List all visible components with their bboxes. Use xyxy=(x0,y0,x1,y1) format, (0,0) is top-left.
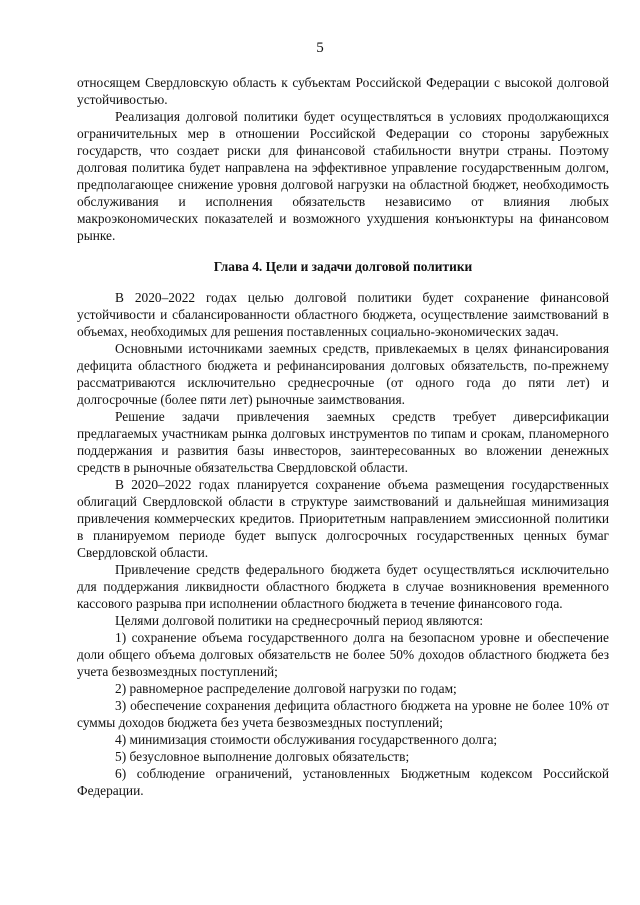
goal-list-item: 6) соблюдение ограничений, установленных Бюджетным кодексом Российской Федерации. xyxy=(77,766,609,798)
chapter-paragraph: Основными источниками заемных средств, привлекаемых в целях финансирования дефицита областного бюджета и рефинансирования долговых обязательств, по-прежнему рассматриваются исключительно среднесрочные (от одного года до пяти лет) и долгосрочные (более пяти лет) рыночные заимствования. xyxy=(77,341,609,407)
chapter-paragraph: Целями долговой политики на среднесрочный период являются: xyxy=(115,613,484,628)
goal-list-item: 1) сохранение объема государственного долга на безопасном уровне и обеспечение доли общего объема долговых обязательств не более 50% доходов областного бюджета без учета безвозмездных поступлений; xyxy=(77,630,609,679)
page-number: 5 xyxy=(316,40,324,56)
intro-paragraph: относящем Свердловскую область к субъектам Российской Федерации с высокой долговой устойчивостью. xyxy=(77,75,609,107)
chapter-paragraph: Решение задачи привлечения заемных средств требует диверсификации предлагаемых участникам рынка долговых инструментов по типам и срокам, планомерного поддержания и развития базы инвесторов, заинтересованных во вложении денежных средств в рыночные обязательства Свердловской области. xyxy=(77,409,609,475)
goal-list-item: 4) минимизация стоимости обслуживания государственного долга; xyxy=(115,732,498,747)
document-body xyxy=(77,74,609,799)
chapter-paragraph: В 2020–2022 годах планируется сохранение объема размещения государственных облигаций Свердловской области в структуре заимствований и дальнейшая минимизация привлечения коммерческих кредитов. Приоритетным направлением эмиссионной политики в планируемом периоде будет выпуск долгосрочных государственных ценных бумаг Свердловской области. xyxy=(77,477,609,560)
goal-list-item: 3) обеспечение сохранения дефицита областного бюджета на уровне не более 10% от суммы доходов бюджета без учета безвозмездных поступлений; xyxy=(77,698,609,730)
chapter-paragraph: Привлечение средств федерального бюджета будет осуществляться исключительно для поддержания ликвидности областного бюджета в случае возникновения временного кассового разрыва при исполнении областного бюджета в течение финансового года. xyxy=(77,562,609,611)
chapter-title: Глава 4. Цели и задачи долговой политики xyxy=(213,259,473,274)
goal-list-item: 2) равномерное распределение долговой нагрузки по годам; xyxy=(115,681,457,696)
goal-list-item: 5) безусловное выполнение долговых обязательств; xyxy=(115,749,410,764)
chapter-paragraph: В 2020–2022 годах целью долговой политики будет сохранение финансовой устойчивости и сбалансированности областного бюджета, осуществление заимствований в объемах, необходимых для решения поставленных социально-экономических задач. xyxy=(77,290,609,339)
intro-paragraph: Реализация долговой политики будет осуществляться в условиях продолжающихся ограничительных мер в отношении Российской Федерации со стороны зарубежных государств, что создает риски для финансовой стабильности внутри страны. Поэтому долговая политика будет направлена на эффективное управление государственным долгом, предполагающее снижение уровня долговой нагрузки на областной бюджет, необходимость обслуживания и исполнения обязательств независимо от влияния любых макроэкономических показателей и возможного ухудшения конъюнктуры на финансовом рынке. xyxy=(77,109,609,243)
